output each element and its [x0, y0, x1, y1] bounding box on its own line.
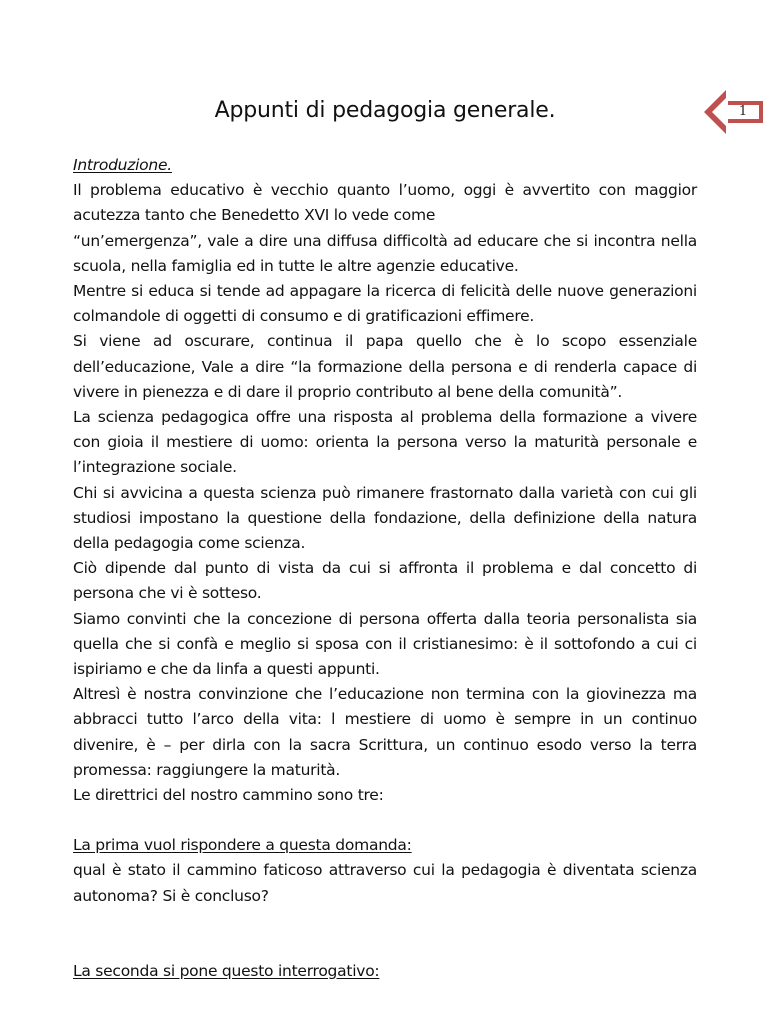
page-number: 1	[738, 104, 748, 119]
paragraph: Le direttrici del nostro cammino sono tre:	[73, 786, 384, 805]
paragraph: Mentre si educa si tende ad appagare la ricerca di felicità delle nuove generazioni colmandole di oggetti di consumo e di gratificazioni effimere.	[73, 282, 697, 326]
question-first: qual è stato il cammino faticoso attraverso cui la pedagogia è diventata scienza autonoma? Si è concluso?	[73, 861, 697, 905]
paragraph: Chi si avvicina a questa scienza può rimanere frastornato dalla varietà con cui gli studiosi impostano la questione della fondazione, della definizione della natura della pedagogia come scienza.	[73, 483, 697, 553]
section-heading-introduction: Introduzione.	[73, 156, 172, 174]
page-number-badge	[704, 90, 764, 134]
paragraph: Il problema educativo è vecchio quanto l’uomo, oggi è avvertito con maggior acutezza tanto che Benedetto XVI lo vede come	[73, 181, 697, 225]
paragraph: “un’emergenza”, vale a dire una diffusa difficoltà ad educare che si incontra nella scuola, nella famiglia ed in tutte le altre agenzie educative.	[73, 231, 697, 275]
paragraph: Si viene ad oscurare, continua il papa quello che è lo scopo essenziale dell’educazione, Vale a dire “la formazione della persona e di renderla capace di vivere in pienezza e di dare il proprio contributo al bene della comunità”.	[73, 332, 697, 401]
paragraph: Altresì è nostra convinzione che l’educazione non termina con la giovinezza ma abbracci tutto l’arco della vita: l mestiere di uomo è sempre in un continuo divenire, è – per dirla con la sacra Scrittura, un continuo esodo verso la terra promessa: raggiungere la maturità.	[73, 685, 697, 779]
page-title: Appunti di pedagogia generale.	[214, 98, 556, 123]
paragraph: Siamo convinti che la concezione di persona offerta dalla teoria personalista sia quella che si confà e meglio si sposa con il cristianesimo: è il sottofondo a cui ci ispiriamo e che da linfa a questi appunti.	[73, 609, 697, 679]
paragraph: La scienza pedagogica offre una risposta al problema della formazione a vivere con gioia il mestiere di uomo: orienta la persona verso la maturità personale e l’integrazione sociale.	[73, 408, 697, 477]
subheading-second: La seconda si pone questo interrogativo:	[73, 961, 380, 980]
paragraph: Ciò dipende dal punto di vista da cui si affronta il problema e dal concetto di persona che vi è sotteso.	[73, 559, 697, 603]
subheading-first: La prima vuol rispondere a questa domanda:	[73, 836, 412, 855]
document-body	[73, 153, 697, 984]
